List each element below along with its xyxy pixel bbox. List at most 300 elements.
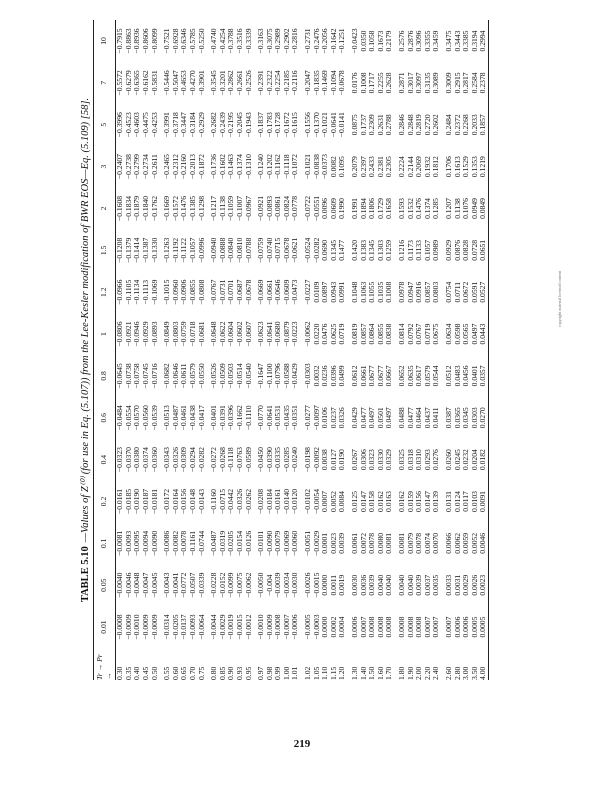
table-cell: −0.1476 (179, 195, 189, 222)
table-cell: 0.3355 (422, 30, 432, 52)
table-cell: −0.1872 (196, 154, 206, 180)
table-cell: −0.0648 (209, 321, 219, 347)
table-cell: −0.1208 (115, 237, 125, 263)
table-cell: −0.0093 (123, 530, 133, 556)
table-cell: −0.1134 (132, 279, 142, 305)
table-cell: 0.0023 (479, 564, 488, 606)
table-cell: −0.0487 (209, 530, 219, 556)
table-cell: −0.0539 (149, 405, 159, 431)
table-cell: −0.0623 (256, 321, 266, 347)
table-cell: 0.2846 (397, 114, 406, 136)
table-cell: 0.2994 (479, 20, 488, 62)
table-cell: 0.0652 (397, 365, 406, 387)
table-cell: −0.0888 (217, 237, 227, 263)
table-row (347, 20, 360, 680)
table-cell: −0.0003 (311, 614, 321, 640)
table-cell: −0.3075 (264, 28, 274, 54)
table-cell: −0.0090 (264, 530, 274, 556)
table-cell: −0.1943 (243, 112, 253, 138)
table-cell: 0.0849 (479, 188, 488, 230)
table-cell: −0.3447 (179, 112, 189, 138)
table-cell: 0.0007 (320, 491, 330, 512)
row-tr-label: 0.35 (123, 666, 133, 680)
table-cell: −0.0208 (256, 488, 266, 515)
table-header-row (94, 20, 116, 680)
table-cell: −0.0323 (115, 447, 125, 473)
table-cell: −0.2611 (149, 154, 159, 180)
table-cell: −0.0094 (140, 530, 150, 556)
row-tr-label: 0.70 (187, 666, 197, 680)
row-tr-label: 2.60 (443, 666, 453, 680)
table-cell: 0.1991 (350, 198, 360, 219)
table-cell: −0.2116 (290, 70, 300, 96)
table-cell: −0.0946 (132, 321, 142, 347)
table-cell: 0.2848 (405, 114, 415, 136)
table-cell: 0.3009 (443, 72, 453, 94)
table-cell: −0.0205 (170, 614, 180, 640)
table-cell: 0.0026 (469, 574, 479, 596)
table-cell: 0.0991 (337, 281, 347, 303)
table-cell: 0.0310 (414, 449, 424, 471)
table-cell: −0.4270 (187, 70, 197, 96)
table-cell: 0.0162 (397, 491, 406, 512)
row-tr-label: 0.50 (149, 666, 159, 680)
table-cell: 0.0329 (384, 449, 394, 471)
row-tr-label: 0.80 (209, 666, 219, 680)
table-cell: 0.1990 (337, 198, 347, 219)
table-cell: −0.0423 (350, 28, 360, 54)
table-cell: 0.0947 (405, 281, 415, 303)
table-row (245, 20, 254, 680)
table-cell: 0.1057 (422, 239, 432, 261)
table-cell: −0.0009 (123, 614, 133, 640)
table-cell: 0.2817 (461, 72, 471, 94)
column-header: 0.05 (94, 564, 116, 606)
row-tr-label: 1.01 (290, 666, 300, 680)
table-cell: 0.0006 (461, 616, 471, 638)
table-cell: 0.0011 (328, 574, 338, 596)
table-cell: −0.0967 (243, 195, 253, 222)
table-cell: 0.0819 (350, 323, 360, 345)
table-cell: 0.0677 (367, 365, 377, 387)
table-cell: −0.0570 (132, 405, 142, 431)
table-cell: −0.0097 (311, 405, 321, 431)
table-cell: −0.0262 (243, 488, 253, 515)
table-cell: 0.0437 (422, 407, 432, 429)
column-header: 0.8 (94, 355, 116, 397)
table-cell: −0.0285 (281, 447, 291, 473)
table-cell: 0.3385 (461, 30, 471, 52)
table-cell: 0.0897 (320, 281, 330, 303)
table-cell: −0.0622 (217, 321, 227, 347)
table-cell: −0.2731 (303, 28, 313, 54)
column-header: 2 (94, 188, 116, 230)
table-cell: −0.0099 (226, 572, 236, 598)
table-cell: −0.0514 (234, 363, 244, 389)
table-cell: −0.0008 (115, 614, 125, 640)
table-cell: −0.0319 (217, 530, 227, 556)
row-tr-label: 0.99 (273, 666, 283, 680)
table-cell: −0.3788 (226, 28, 236, 54)
table-cell: −0.0069 (281, 530, 291, 556)
table-cell: 0.0158 (367, 491, 377, 512)
table-cell: 0.0008 (384, 616, 394, 638)
table-cell: 0.0690 (320, 239, 330, 261)
table-cell: −0.1162 (273, 154, 283, 180)
table-cell: −0.2407 (115, 154, 125, 180)
table-cell: 0.2309 (367, 114, 377, 136)
table-cell: −0.0156 (179, 488, 189, 515)
table-cell: −0.0641 (264, 321, 274, 347)
table-cell: −0.0893 (149, 321, 159, 347)
table-cell: 0.0612 (350, 365, 360, 387)
table-cell: −0.0015 (234, 614, 244, 640)
table-cell: 0.1806 (367, 198, 377, 219)
table-cell: −0.0513 (162, 405, 172, 431)
table-cell: −0.0540 (243, 363, 253, 389)
table-cell: −0.1100 (264, 363, 274, 389)
table-cell: 0.0719 (422, 323, 432, 345)
table-cell: −0.1330 (149, 237, 159, 263)
table-cell: −0.0086 (162, 530, 172, 556)
table-cell: 0.0565 (461, 323, 471, 345)
table-cell: −0.1835 (311, 70, 321, 96)
table-cell: −0.0041 (170, 572, 180, 598)
table-cell: 0.0046 (479, 522, 488, 564)
table-cell: 0.2433 (367, 156, 377, 178)
table-cell: −0.1662 (234, 405, 244, 431)
table-cell: −0.1642 (328, 28, 338, 54)
table-cell: −0.4475 (140, 112, 150, 138)
table-cell: −0.0045 (149, 572, 159, 598)
table-cell: −0.0645 (115, 363, 125, 389)
table-cell: 0.2397 (358, 156, 368, 178)
table-cell: −0.1007 (234, 195, 244, 222)
table-cell: −0.2045 (234, 112, 244, 138)
table-cell: 0.0033 (443, 574, 453, 596)
table-cell: 0.2788 (384, 114, 394, 136)
table-cell: −0.0715 (217, 488, 227, 515)
table-cell: −0.0294 (187, 447, 197, 473)
table-cell: 0.1673 (375, 30, 385, 52)
table-cell: 0.0350 (358, 30, 368, 52)
table-cell: 0.2576 (397, 30, 406, 52)
table-cell: −0.1161 (187, 530, 197, 556)
table-cell: −0.0064 (196, 614, 206, 640)
table-cell: 0.0052 (328, 491, 338, 512)
table-cell: −0.2929 (196, 112, 206, 138)
table-cell: 0.0477 (405, 407, 415, 429)
table-cell: 0.0396 (328, 365, 338, 387)
table-cell: −0.6162 (140, 70, 150, 96)
table-cell: 0.0345 (461, 407, 471, 429)
table-cell: 0.0838 (384, 323, 394, 345)
table-cell: −0.0788 (243, 237, 253, 263)
rotated-table-block (79, 20, 519, 680)
table-cell: 0.0661 (358, 365, 368, 387)
table-cell: 0.0323 (367, 449, 377, 471)
table-cell: −0.1736 (209, 154, 219, 180)
table-cell: −0.0046 (123, 572, 133, 598)
table-cell: −0.0008 (273, 614, 283, 640)
table-cell: −0.0641 (328, 112, 338, 138)
table-cell: 0.2179 (384, 30, 394, 52)
table-cell: 0.1529 (461, 156, 471, 178)
row-tr-label: 0.40 (132, 666, 142, 680)
table-cell: 0.0052 (469, 532, 479, 554)
table-cell: −0.0079 (273, 530, 283, 556)
table-cell: −0.3516 (234, 28, 244, 54)
table-cell: −0.1094 (328, 70, 338, 96)
table-cell: −0.0043 (162, 572, 172, 598)
table-cell: −0.0461 (179, 405, 189, 431)
row-tr-label: 1.15 (328, 666, 338, 680)
table-cell: −0.0849 (162, 321, 172, 347)
table-cell: 0.0147 (422, 491, 432, 512)
table-cell: −0.0759 (179, 321, 189, 347)
row-tr-label: 0.30 (115, 666, 125, 680)
table-cell: 0.0039 (337, 532, 347, 554)
table-cell: −0.0450 (256, 447, 266, 473)
table-cell: −0.8936 (132, 28, 142, 54)
table-cell: 0.0040 (375, 574, 385, 596)
table-cell: −0.1762 (149, 195, 159, 222)
table-cell: −0.2439 (217, 112, 227, 138)
table-cell: 0.0190 (337, 449, 347, 471)
table-cell: 0.0109 (311, 281, 321, 303)
table-cell: −0.1783 (264, 112, 274, 138)
table-cell: −0.3996 (115, 112, 125, 138)
row-tr-label: 1.90 (405, 666, 415, 680)
table-cell: 0.0002 (328, 616, 338, 638)
table-cell: 0.0387 (443, 407, 453, 429)
table-cell: −0.2056 (320, 28, 330, 54)
table-cell: −0.1840 (140, 195, 150, 222)
row-tr-label: 1.00 (281, 666, 291, 680)
row-tr-label: 0.85 (217, 666, 227, 680)
table-cell: −0.004 (264, 574, 274, 596)
table-cell: 0.0651 (479, 229, 488, 271)
table-cell: −0.0268 (217, 447, 227, 473)
table-cell: 0.1717 (367, 72, 377, 94)
table-cell: 0.0978 (397, 281, 406, 303)
table-cell: 0.2871 (397, 72, 406, 94)
table-cell: 0.0719 (337, 323, 347, 345)
row-tr-label: 1.02 (303, 666, 313, 680)
table-cell: 0.0857 (422, 281, 432, 303)
table-cell: −0.1021 (303, 154, 313, 180)
table-cell: −0.0604 (226, 321, 236, 347)
table-cell: 0.0079 (405, 532, 415, 554)
table-cell: 0.1048 (350, 281, 360, 303)
table-cell: −0.0589 (243, 447, 253, 473)
table-cell: 0.2255 (375, 72, 385, 94)
table-cell: 0.3194 (469, 30, 479, 52)
table-cell: 0.0855 (375, 323, 385, 345)
table-cell: −0.0048 (132, 572, 142, 598)
table-cell: −0.1192 (170, 237, 180, 263)
table-cell: −0.0026 (303, 572, 313, 598)
table-cell: −0.0185 (123, 488, 133, 515)
table-cell: −0.0240 (290, 447, 300, 473)
table-cell: −0.0906 (179, 279, 189, 305)
table-cell: −0.2799 (132, 154, 142, 180)
table-cell: −0.0343 (162, 447, 172, 473)
row-tr-label: 1.40 (358, 666, 368, 680)
table-cell: 0.0303 (469, 407, 479, 429)
table-cell: −0.3901 (196, 70, 206, 96)
table-cell: −0.0893 (264, 195, 274, 222)
table-cell: −0.1379 (123, 237, 133, 263)
table-cell: −0.2862 (226, 70, 236, 96)
table-cell: −0.0075 (234, 572, 244, 598)
table-cell: 0.2305 (384, 156, 394, 178)
table-cell: 0.0007 (422, 616, 432, 638)
table-cell: 0.0598 (452, 323, 462, 345)
table-row (441, 20, 454, 680)
table-cell: −0.0339 (196, 572, 206, 598)
table-cell: 0.0159 (405, 491, 415, 512)
table-cell: 0.0163 (384, 491, 394, 512)
table-cell: 0.0325 (397, 449, 406, 471)
table-cell: −0.0010 (256, 614, 266, 640)
table-cell: −0.6279 (123, 70, 133, 96)
table-cell: −0.3184 (187, 112, 197, 138)
table-cell: −0.1240 (256, 154, 266, 180)
table-cell: −0.0722 (303, 195, 313, 222)
table-cell: 0.0147 (358, 491, 368, 512)
table-cell: −0.0282 (196, 447, 206, 473)
table-cell: 0.1593 (397, 198, 406, 219)
table-cell: −0.0401 (209, 405, 219, 431)
table-cell: 0.0401 (469, 365, 479, 387)
table-cell: −0.1069 (149, 279, 159, 305)
table-cell: −0.0929 (140, 321, 150, 347)
table-cell: −0.2816 (290, 28, 300, 54)
table-cell: 0.0036 (358, 574, 368, 596)
table-cell: 0.0499 (337, 365, 347, 387)
table-cell: −0.1463 (226, 154, 236, 180)
table-cell: −0.0701 (226, 279, 236, 305)
table-cell: −0.1263 (162, 237, 172, 263)
table-cell: −0.0060 (290, 530, 300, 556)
table-cell: 0.0876 (452, 239, 462, 261)
table-cell: 0.0483 (452, 365, 462, 387)
table-cell: 0.0162 (375, 491, 385, 512)
table-cell: 0.0019 (337, 574, 347, 596)
table-cell: 0.0232 (461, 449, 471, 471)
row-tr-label: 0.95 (243, 666, 253, 680)
table-cell: 0.0306 (358, 449, 368, 471)
table-cell: −0.1837 (256, 112, 266, 138)
table-cell: 0.1476 (414, 198, 424, 219)
table-cell: 0.0711 (452, 281, 462, 303)
table-cell: 0.0038 (320, 449, 330, 471)
table-cell: 0.0293 (422, 449, 432, 471)
column-header: 7 (94, 62, 116, 104)
table-cell: −0.0715 (273, 237, 283, 263)
table-cell: −0.0010 (132, 614, 142, 640)
row-tr-label: 0.65 (179, 666, 189, 680)
column-header: 0.2 (94, 481, 116, 523)
row-tr-label: 3.00 (461, 666, 471, 680)
table-cell: −0.0681 (196, 321, 206, 347)
table-cell: −0.0560 (140, 405, 150, 431)
table-cell: 0.0625 (328, 323, 338, 345)
table-cell: 0.0061 (350, 532, 360, 554)
table-cell: −0.0716 (149, 363, 159, 389)
table-cell: 0.0443 (479, 313, 488, 355)
row-tr-label: 0.60 (170, 666, 180, 680)
table-cell: −0.0090 (149, 530, 159, 556)
table-cell: −0.1110 (243, 405, 253, 431)
table-cell: −0.1118 (226, 447, 236, 472)
table-cell: 0.0943 (328, 281, 338, 303)
table-cell: −0.0921 (123, 321, 133, 347)
table-cell: 0.1219 (479, 146, 488, 188)
table-cell: −0.0081 (115, 530, 125, 556)
table-cell: 0.0864 (367, 323, 377, 345)
table-cell: 0.0078 (367, 532, 377, 554)
table-cell: −0.0763 (234, 447, 244, 473)
table-cell: 0.0237 (328, 407, 338, 429)
table-cell: 0.0488 (397, 407, 406, 429)
table-cell: 0.0074 (422, 532, 432, 554)
column-header: 10 (94, 20, 116, 62)
table-cell: 0.1345 (328, 239, 338, 261)
table-cell: −0.1879 (132, 195, 142, 222)
table-cell: −0.3163 (256, 28, 266, 54)
table-cell: 0.1259 (384, 239, 394, 261)
table-cell: 0.0103 (469, 491, 479, 512)
table-cell: −0.0772 (179, 572, 189, 598)
table-cell: −0.5047 (170, 70, 180, 96)
table-cell: −0.0678 (337, 70, 347, 96)
table-cell: −0.2661 (234, 70, 244, 96)
table-cell: 0.0318 (405, 449, 415, 471)
table-cell: 0.0081 (397, 532, 406, 554)
table-cell: 0.0767 (414, 323, 424, 345)
table-cell: 0.1706 (443, 156, 453, 178)
table-cell: −0.5831 (149, 70, 159, 96)
table-cell: −0.0006 (290, 614, 300, 640)
table-cell: 0.0039 (414, 574, 424, 596)
table-cell: −0.0029 (311, 530, 321, 556)
table-cell: −0.0172 (162, 488, 172, 515)
table-cell: 0.1133 (414, 240, 424, 261)
table-cell: −0.2738 (123, 154, 133, 180)
table-cell: −0.4740 (209, 28, 219, 54)
table-cell: −0.0062 (243, 572, 253, 598)
table-cell: −0.0607 (243, 321, 253, 347)
table-cell: 0.1216 (397, 239, 406, 261)
table-cell: −0.0373 (320, 154, 330, 180)
table-cell: 0.0276 (431, 449, 441, 471)
table-cell: −0.1834 (123, 195, 133, 222)
table-row (338, 20, 347, 680)
table-cell: −0.0078 (179, 530, 189, 556)
table-cell: 0.0591 (469, 281, 479, 303)
table-cell: 0.1076 (461, 198, 471, 219)
table-cell: −0.1728 (273, 112, 283, 138)
table-cell: 0.1058 (367, 30, 377, 52)
table-cell: −0.0429 (290, 363, 300, 389)
table-cell: 0.2144 (405, 156, 415, 178)
table-cell: 0.1658 (384, 198, 394, 219)
table-cell: 0.0828 (461, 239, 471, 261)
table-cell: −0.0487 (170, 405, 180, 431)
table-cell: −0.1647 (256, 363, 266, 389)
